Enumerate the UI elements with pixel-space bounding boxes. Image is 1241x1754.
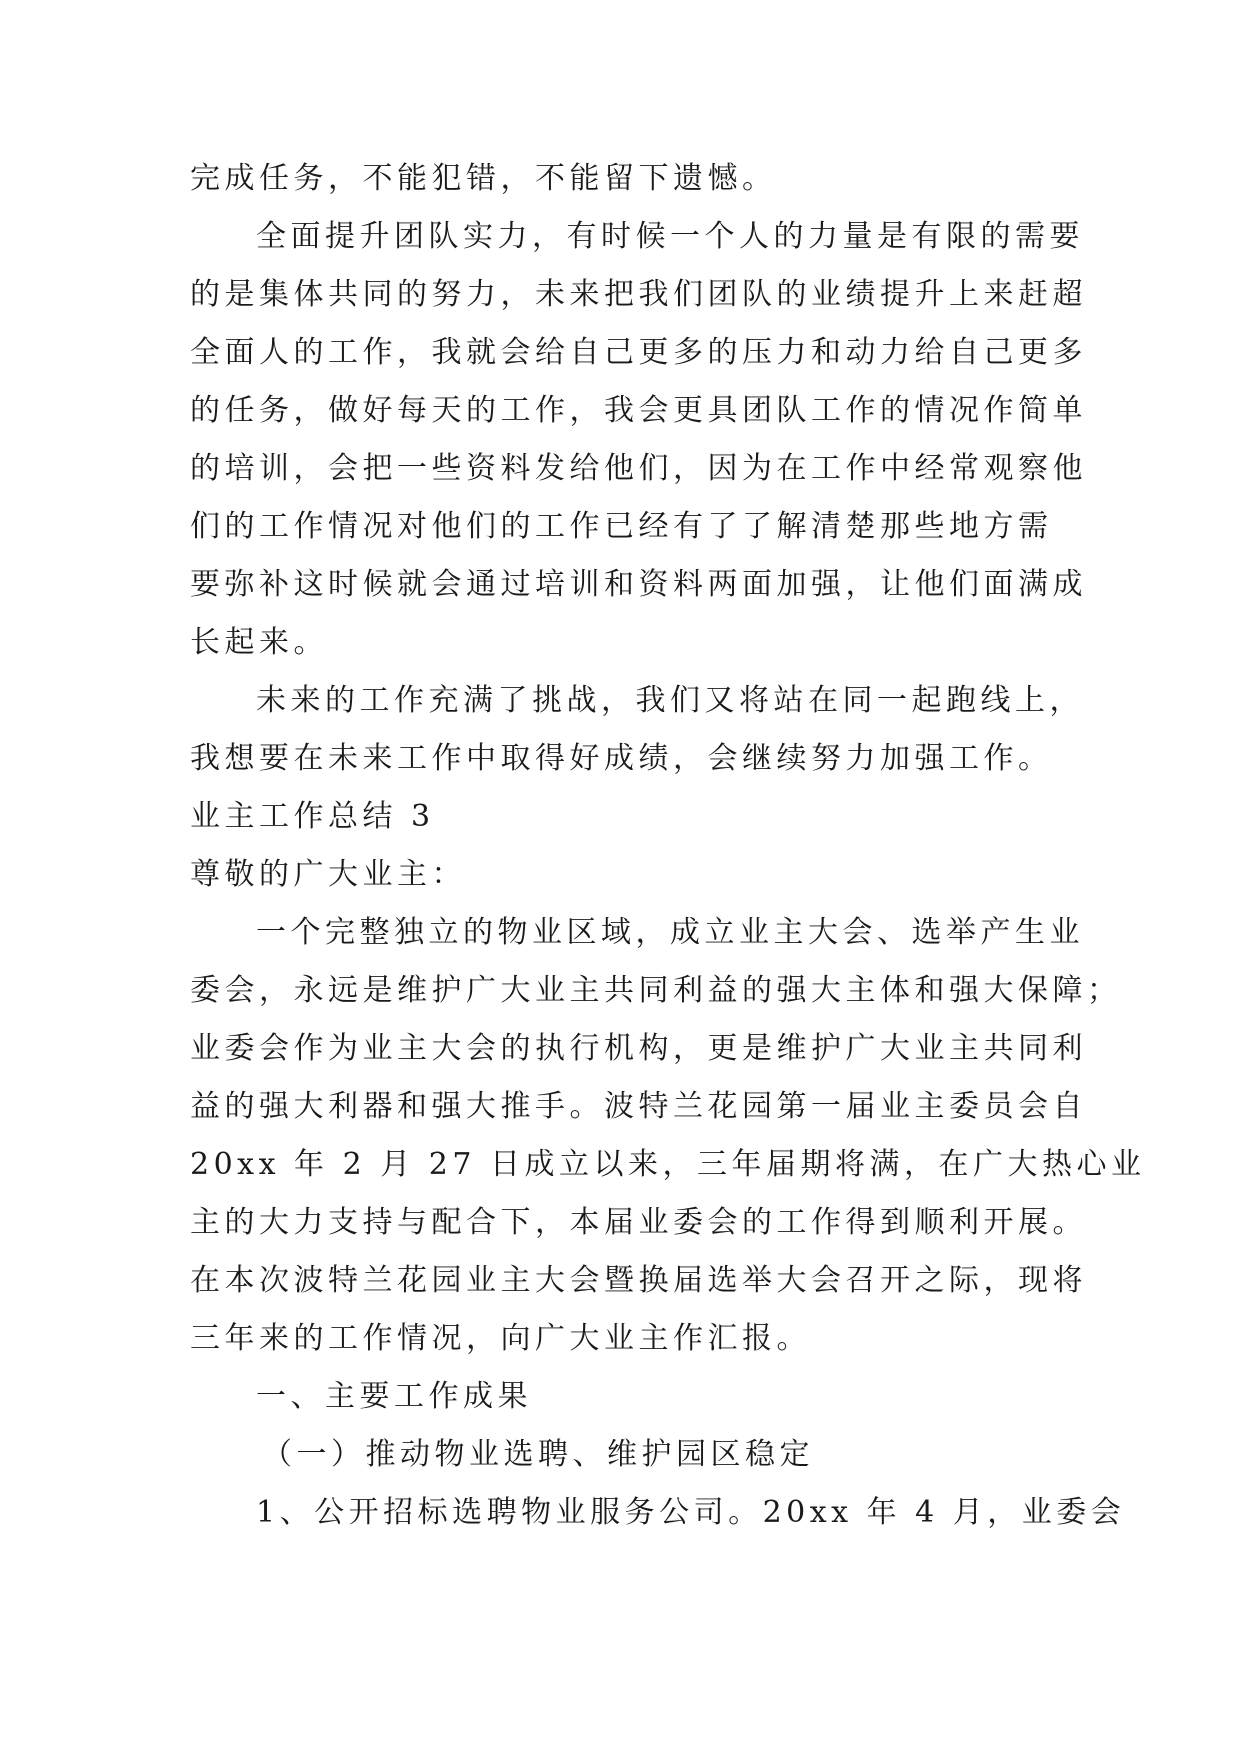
paragraph-line: 长起来。 — [190, 625, 328, 660]
paragraph-line: 业委会作为业主大会的执行机构，更是维护广大业主共同利 — [190, 1031, 1087, 1066]
paragraph-line: 在本次波特兰花园业主大会暨换届选举大会召开之际，现将 — [190, 1263, 1087, 1298]
paragraph-line: 我想要在未来工作中取得好成绩，会继续努力加强工作。 — [190, 741, 1053, 776]
section-title: 业主工作总结 3 — [190, 799, 435, 834]
paragraph-line: 委会，永远是维护广大业主共同利益的强大主体和强大保障； — [190, 973, 1122, 1008]
paragraph-line: 的是集体共同的努力，未来把我们团队的业绩提升上来赶超 — [190, 277, 1087, 312]
heading-level-2: （一）推动物业选聘、维护园区稳定 — [262, 1437, 814, 1472]
paragraph-line: 的任务，做好每天的工作，我会更具团队工作的情况作简单 — [190, 393, 1087, 428]
paragraph-line: 1、公开招标选聘物业服务公司。20xx 年 4 月，业委会 — [256, 1495, 1126, 1530]
paragraph-line: 三年来的工作情况，向广大业主作汇报。 — [190, 1321, 811, 1356]
paragraph-line: 益的强大利器和强大推手。波特兰花园第一届业主委员会自 — [190, 1089, 1087, 1124]
paragraph-line: 一个完整独立的物业区域，成立业主大会、选举产生业 — [256, 915, 1084, 950]
heading-level-1: 一、主要工作成果 — [256, 1379, 532, 1414]
paragraph-line: 主的大力支持与配合下，本届业委会的工作得到顺利开展。 — [190, 1205, 1087, 1240]
paragraph-line: 20xx 年 2 月 27 日成立以来，三年届期将满，在广大热心业 — [190, 1147, 1146, 1182]
paragraph-line: 全面提升团队实力，有时候一个人的力量是有限的需要 — [256, 219, 1084, 254]
paragraph-line: 的培训，会把一些资料发给他们，因为在工作中经常观察他 — [190, 451, 1087, 486]
document-page — [190, 150, 1146, 1542]
salutation: 尊敬的广大业主： — [190, 857, 466, 892]
paragraph-line: 未来的工作充满了挑战，我们又将站在同一起跑线上， — [256, 683, 1084, 718]
paragraph-line: 们的工作情况对他们的工作已经有了了解清楚那些地方需 — [190, 509, 1053, 544]
paragraph-line: 全面人的工作，我就会给自己更多的压力和动力给自己更多 — [190, 335, 1087, 370]
paragraph-line: 要弥补这时候就会通过培训和资料两面加强，让他们面满成 — [190, 567, 1087, 602]
paragraph-line: 完成任务，不能犯错，不能留下遗憾。 — [190, 161, 777, 196]
